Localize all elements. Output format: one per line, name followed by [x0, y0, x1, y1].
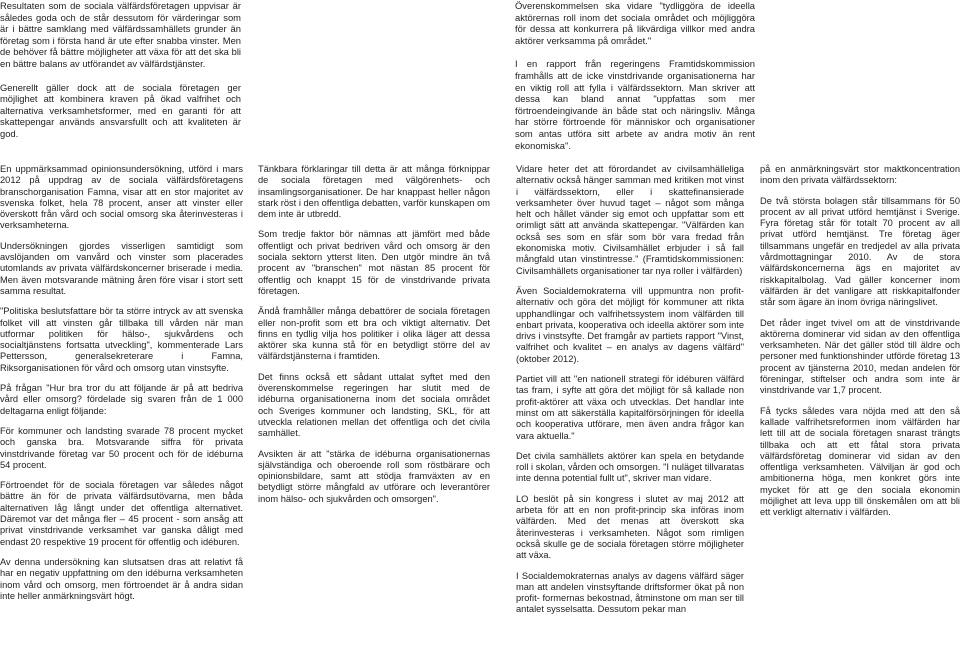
- paragraph: Som tredje faktor bör nämnas att jämfört med både offentligt och privat bedriven vård och omsorg är den sociala sektorn ytterst liten. Den utgör mindre än två procent av "branschen" mot nästan 85 procent för offentlig och knappt 15 för de vinstdrivande privata företagen.: [258, 229, 490, 296]
- paragraph: Det civila samhällets aktörer kan spela en betydande roll i skolan, vården och omsorgen. "I nuläget tillvaratas inte denna potential fullt ut", skriver man vidare.: [516, 450, 744, 484]
- paragraph: En uppmärksammad opinionsundersökning, utförd i mars 2012 på uppdrag av de sociala välfärdsföretagens branschorganisation Famna, visar att en stor majoritet av svenska folket, hela 78 procent, anser att vinster eller överskott från vård och social omsorg ska återinvesteras i verksamheterna.: [0, 164, 243, 231]
- paragraph: på en anmärkningsvärt stor maktkoncentration inom den privata välfärdssektorn:: [760, 164, 960, 186]
- paragraph: Ändå framhåller många debattörer de sociala företagen eller non-profit som ett bra och viktigt alternativ. Det finns en tydlig vilja hos politiker i olika läger att dessa aktörer ska kunna stå för en betydligt större del av välfärdstjänsterna i framtiden.: [258, 306, 490, 362]
- paragraph: Förtroendet för de sociala företagen var således något bättre än för de privata välfärdsutövarna, men båda alternativen låg långt under det offentliga alternativet. Däremot var det många fler – 45 procent - som ansåg att privat vinstdrivande verksamhet var ganska dåligt med endast 20 respektive 19 procent för offentlig och idéburen.: [0, 480, 243, 547]
- intro-right-column: [515, 0, 755, 151]
- paragraph: Tänkbara förklaringar till detta är att många förknippar de sociala företagen med välgörenhets- och insamlingsorganisationer. De har knappast heller någon stark röst i den offentliga debatten, varför kunskapen om dem inte är utbredd.: [258, 164, 490, 220]
- paragraph: I Socialdemokraternas analys av dagens välfärd säger man att andelen vinstsyftande driftsformer ökat på non profit- formernas bekostnad, åtminstone om man ser till antalet sysselsatta. Dessutom pekar man: [516, 570, 744, 615]
- paragraph: Resultaten som de sociala välfärdsföretagen uppvisar är således goda och de står dessutom för värderingar som är i bättre samklang med välfärdssamhällets grunder än företag som i första hand är ute efter snabba vinster. Men de behöver få bättre möjligheter att växa för att det ska bli en bättre balans av utförandet av välfärdstjänster.: [0, 0, 241, 69]
- paragraph: Även Socialdemokraterna vill uppmuntra non profit-alternativ och göra det möjligt för kommuner att rikta upphandlingar och valfrihetssystem inom välfärden till enbart privata, kooperativa och ideella aktörer som inte drivs i vinstsyfte. Det framgår av partiets rapport "Vinst, valfrihet och kvalitet – en analys av dagens välfärd" (oktober 2012).: [516, 285, 744, 364]
- text-column-2: [258, 164, 490, 505]
- paragraph: På frågan "Hur bra tror du att följande är på att bedriva vård eller omsorg? fördelade sig svaren från de 1 000 deltagarna enligt följande:: [0, 383, 243, 416]
- paragraph: Generellt gäller dock att de sociala företagen ger möjlighet att kombinera kraven på ökad valfrihet och alternativa verksamhetsformer, med en garanti för att skattepengar används ansvarsfullt och att kvaliteten är god.: [0, 81, 241, 139]
- paragraph: LO beslöt på sin kongress i slutet av maj 2012 att arbeta för att en non profit-princip ska införas inom välfärden. Med det menas att överskott ska återinvesteras i verksamheten. Något som rimligen också skulle ge de sociala företagen större möjligheter att växa.: [516, 493, 744, 561]
- paragraph: Avsikten är att "stärka de idéburna organisationernas självständiga och oberoende roll som röstbärare och opinionsbildare, samt att stödja framväxten av en betydligt större mångfald av utförare och leverantörer inom hälso- och sjukvården och omsorgen".: [258, 448, 490, 504]
- paragraph: "Politiska beslutsfattare bör ta större intryck av att svenska folket vill att vinsten går tillbaka till vården när man utformar politiken för hälso-, sjukvårdens och socialtjänstens fortsatta utveckling", kommenterade Lars Pettersson, generalsekreterare i Famna, Riksorganisationen för vård och omsorg utan vinstsyfte.: [0, 306, 243, 373]
- paragraph: I en rapport från regeringens Framtidskommission framhålls att de icke vinstdrivande organisationerna har en viktig roll att fylla i välfärdssektorn. Man skriver att dessa kan bland annat "uppfattas som mer förtroendeingivande än både stat och näringsliv. Många har större förtroende för människor och organisationer som antas utföra sitt arbete av andra motiv än rent ekonomiska".: [515, 58, 755, 151]
- paragraph: För kommuner och landsting svarade 78 procent mycket och ganska bra. Motsvarande siffra för privata vinstdrivande företag var 50 procent och för de idéburna 54 procent.: [0, 425, 243, 470]
- intro-left-column: [0, 0, 241, 140]
- text-column-1: [0, 164, 243, 602]
- paragraph: Av denna undersökning kan slutsatsen dras att relativt få har en negativ uppfattning om den idéburna verksamheten inom vård och omsorg, men förtroendet är å andra sidan inte heller anmärkningsvärt högt.: [0, 556, 243, 601]
- paragraph: Vidare heter det att förordandet av civilsamhälleliga alternativ också hänger samman med kritiken mot vinst i välfärdssektorn, eller i skattefinansierade verksamheter över huvud taget – något som många helt och hållet vänder sig emot och uppfattar som ett orimligt sätt att använda skattepengar. "Välfärden kan också ses som en sfär som bör vara fredad från ekonomiska motiv. Civilsamhället erbjuder i så fall mångfald utan vinstintresse." (Framtidskommissionen: Civilsamhällets organisationer tar nya roller i välfärden): [516, 164, 744, 276]
- paragraph: De två största bolagen står tillsammans för 50 procent av all privat utförd hemtjänst i Sverige. Fyra företag står för totalt 70 procent av all privat utförd hemtjänst. Tre företag äger tillsammans ungefär en tredjedel av alla privata vårdmottagningar 2010. Av de stora välfärdskoncernerna ägs en majoritet av riskkapitalbolag. Vad gäller koncerner inom välfärden är det vanligare att riskkapitalfonder står som ägare än inom övriga näringslivet.: [760, 195, 960, 308]
- text-column-3: [516, 164, 744, 616]
- paragraph: Partiet vill att "en nationell strategi för idéburen välfärd tas fram, i syfte att göra det möjligt för så kallade non profit-aktörer att växa och utvecklas. Det handlar inte minst om att säkerställa kapitalförsörjningen för ideella och kooperativa utförare, men även andra frågor kan vara aktuella.": [516, 374, 744, 441]
- paragraph: Få tycks således vara nöjda med att den så kallade valfrihetsreformen inom välfärden har lett till att de sociala företagen snarast trängts tillbaka och att ett fåtal stora privata välfärdsföretag dominerar vid sidan av den offentliga verksamheten. Välviljan är god och ambitionerna höga, men konkret görs inte mycket för att ge den sociala ekonomin möjlighet att leva upp till önskemålen om att bli ett verkligt alternativ i välfärden.: [760, 405, 960, 518]
- paragraph: Överenskommelsen ska vidare "tydliggöra de ideella aktörernas roll inom det sociala området och möjliggöra för dessa att konkurrera på likvärdiga villkor med andra aktörer verksamma på området.": [515, 0, 755, 46]
- text-column-4: [760, 164, 960, 519]
- paragraph: Undersökningen gjordes visserligen samtidigt som avslöjanden om vanvård och vinster som placerades utomlands av privata välfärdskoncerner briserade i media. Men även motsvarande mätning åren före visar i stort sett samma resultat.: [0, 240, 243, 296]
- paragraph: Det råder inget tvivel om att de vinstdrivande aktörerna dominerar vid sidan av den offentliga verksamheten. När det gäller stöd till äldre och personer med funktionshinder utförde företag 13 procent av tjänsterna 2010, medan andelen för föreningar, stiftelser och andra som inte är vinstdrivande var 1,7 procent.: [760, 317, 960, 396]
- paragraph: Det finns också ett sådant uttalat syftet med den överenskommelse regeringen har slutit med de idéburna organisationerna inom det sociala området och Sveriges kommuner och landsting, SKL, för att utveckla relationen mellan det offentliga och det civila samhället.: [258, 371, 490, 439]
